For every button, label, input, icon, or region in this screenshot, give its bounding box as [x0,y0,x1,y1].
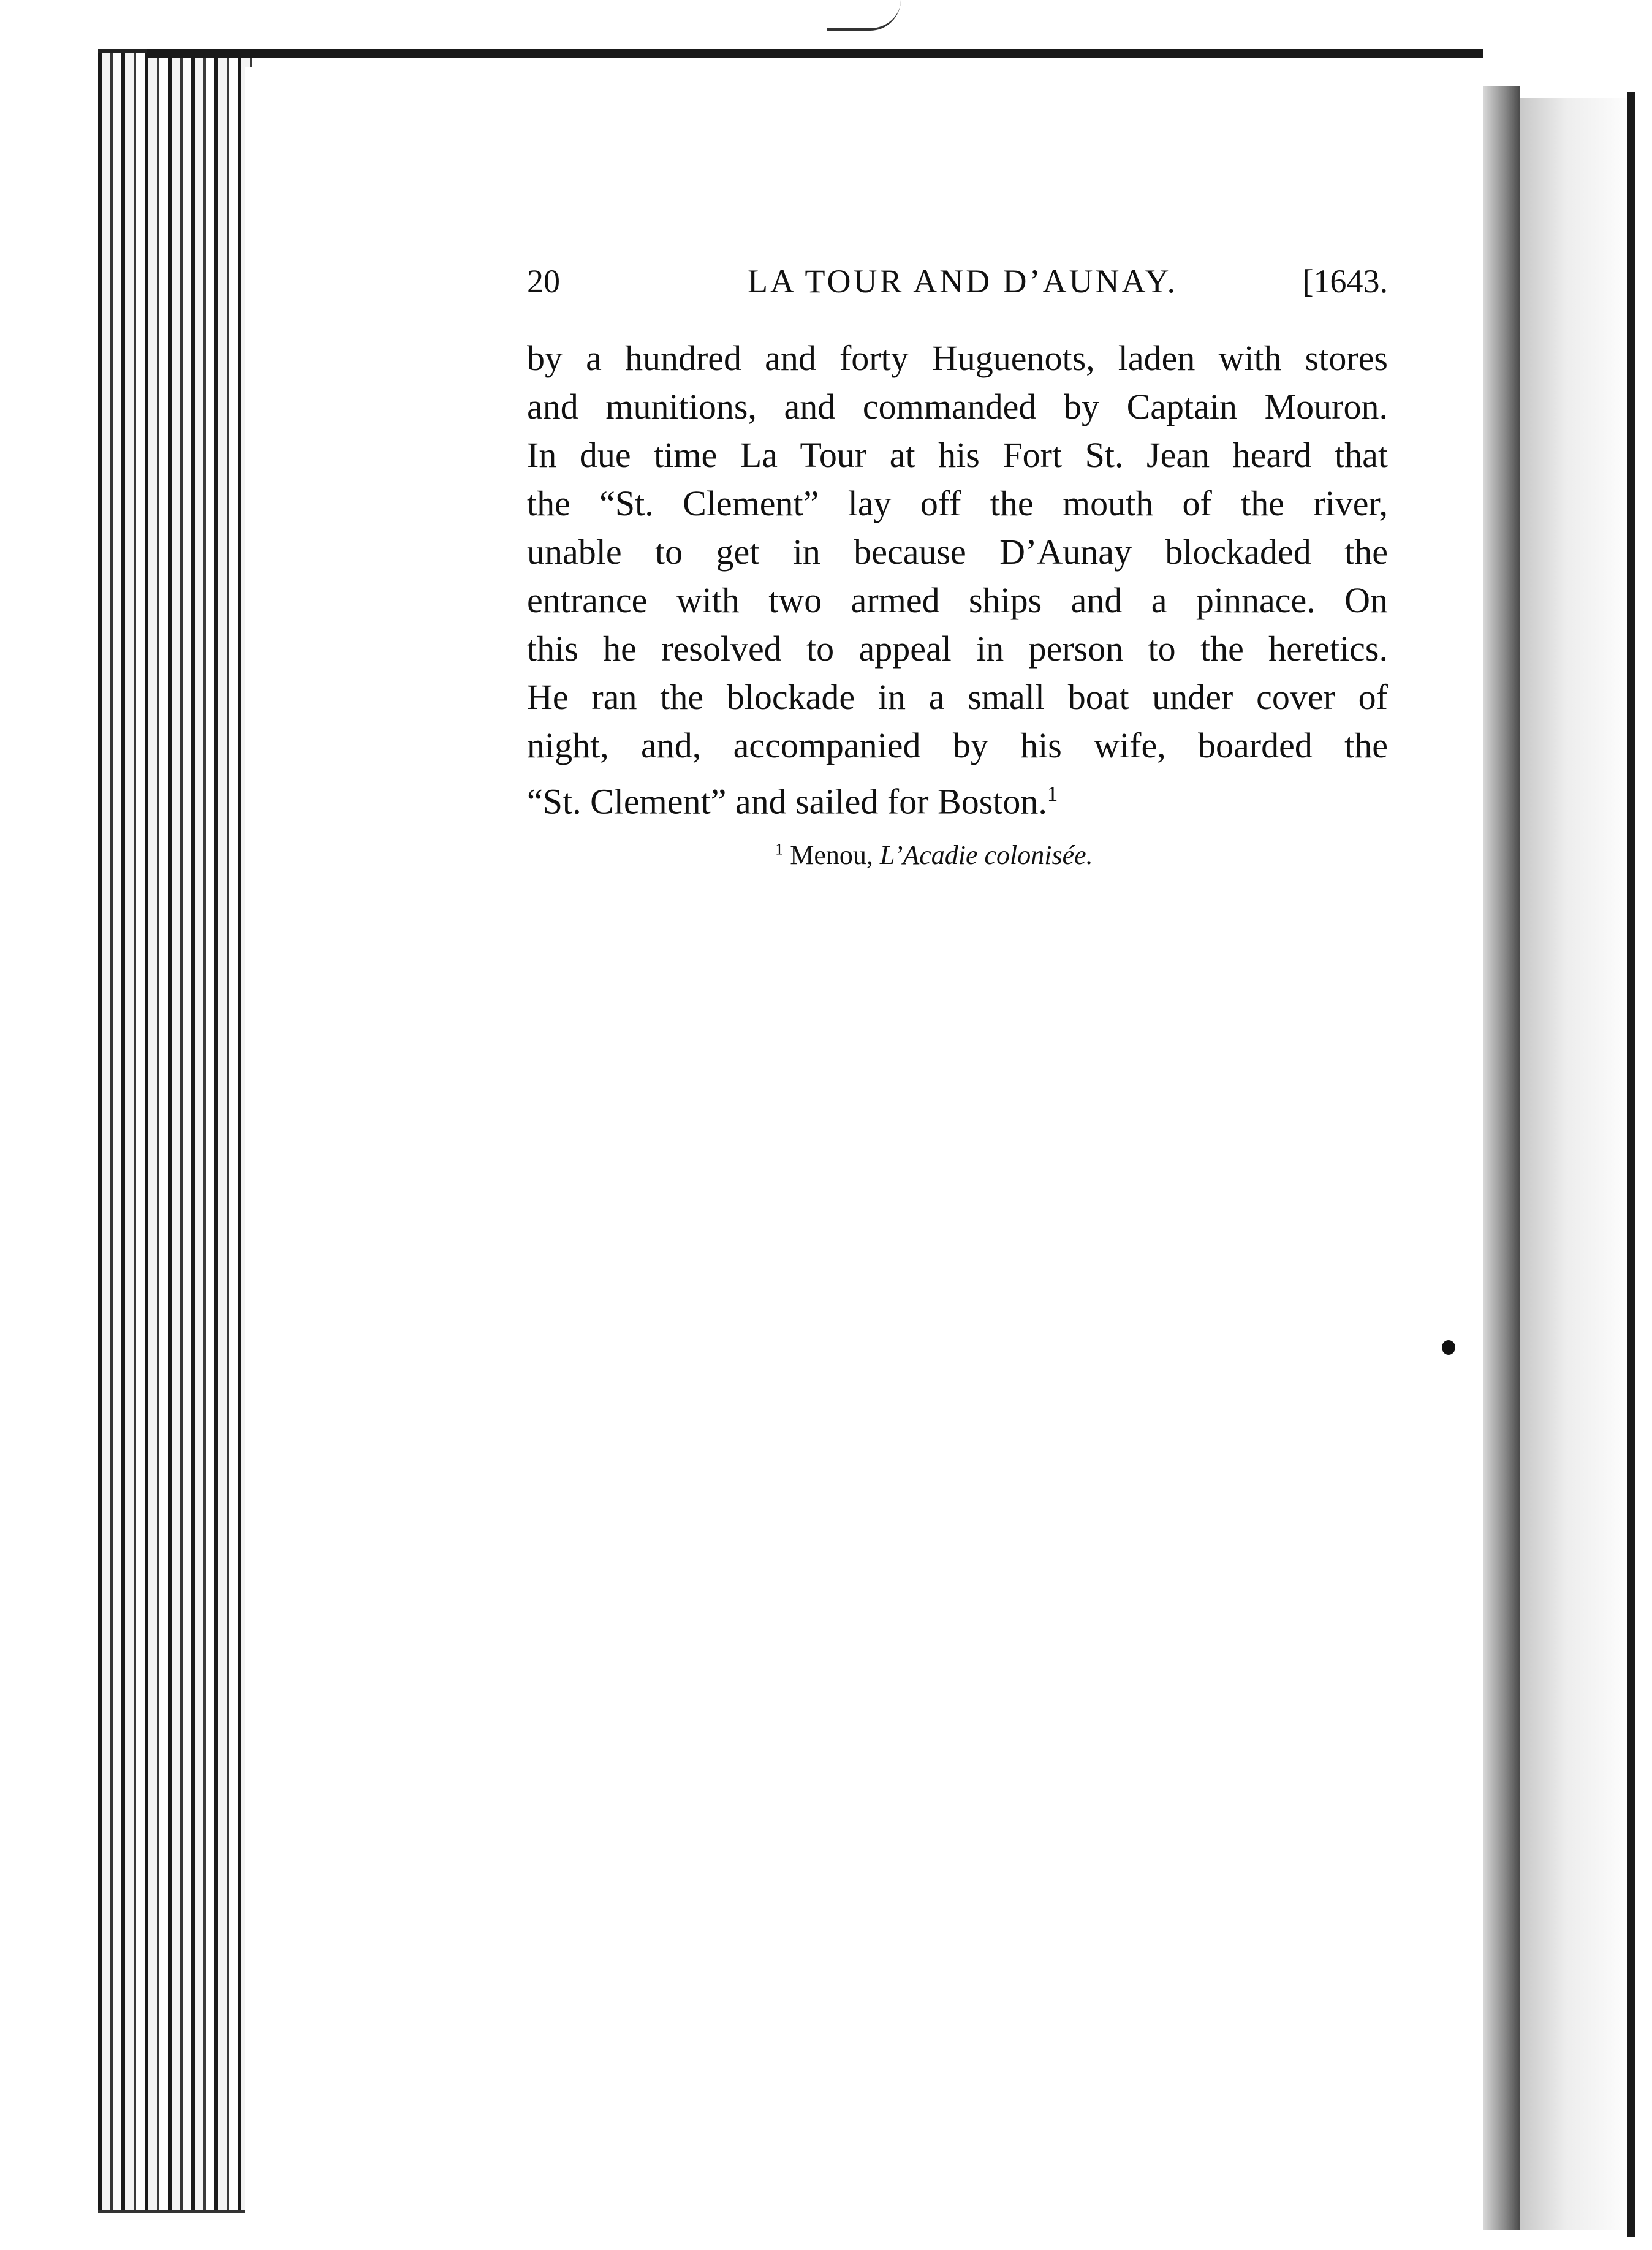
text-line: this he resolved to appeal in person to the heretics. [527,629,1388,669]
text-line: by a hundred and forty Huguenots, laden with stores [527,338,1388,378]
text-line: He ran the blockade in a small boat under cover of [527,677,1388,717]
running-title: LA TOUR AND D’AUNAY. [748,263,1178,300]
text-line: night, and, accompanied by his wife, boarded the [527,725,1388,765]
page-edges [98,49,257,2213]
scan-artifact [827,0,901,31]
footnote-title: L’Acadie colonisée. [879,840,1093,870]
footnote-reference: 1 [1047,782,1058,806]
ink-spot [1442,1340,1455,1355]
facing-page-edge [1627,92,1635,2237]
text-line: and munitions, and commanded by Captain Mouron. [527,387,1388,426]
body-paragraph [527,334,1388,822]
text-line-content: “St. Clement” and sailed for Boston. [527,781,1047,822]
running-year: [1643. [1302,263,1388,300]
footnote-author: Menou, [790,840,873,870]
facing-page [1520,98,1636,2230]
text-line: entrance with two armed ships and a pinnace. On [527,580,1388,620]
running-head [527,262,1388,305]
text-line: the “St. Clement” lay off the mouth of the river, [527,483,1388,523]
footnote-marker: 1 [775,839,784,858]
book-gutter [1483,86,1520,2230]
page-top-edge [147,49,1483,58]
footnote [775,839,1093,871]
text-line-last [527,770,1388,822]
page-number: 20 [527,263,560,300]
text-line: In due time La Tour at his Fort St. Jean heard that [527,435,1388,475]
text-line: unable to get in because D’Aunay blockaded the [527,532,1388,572]
